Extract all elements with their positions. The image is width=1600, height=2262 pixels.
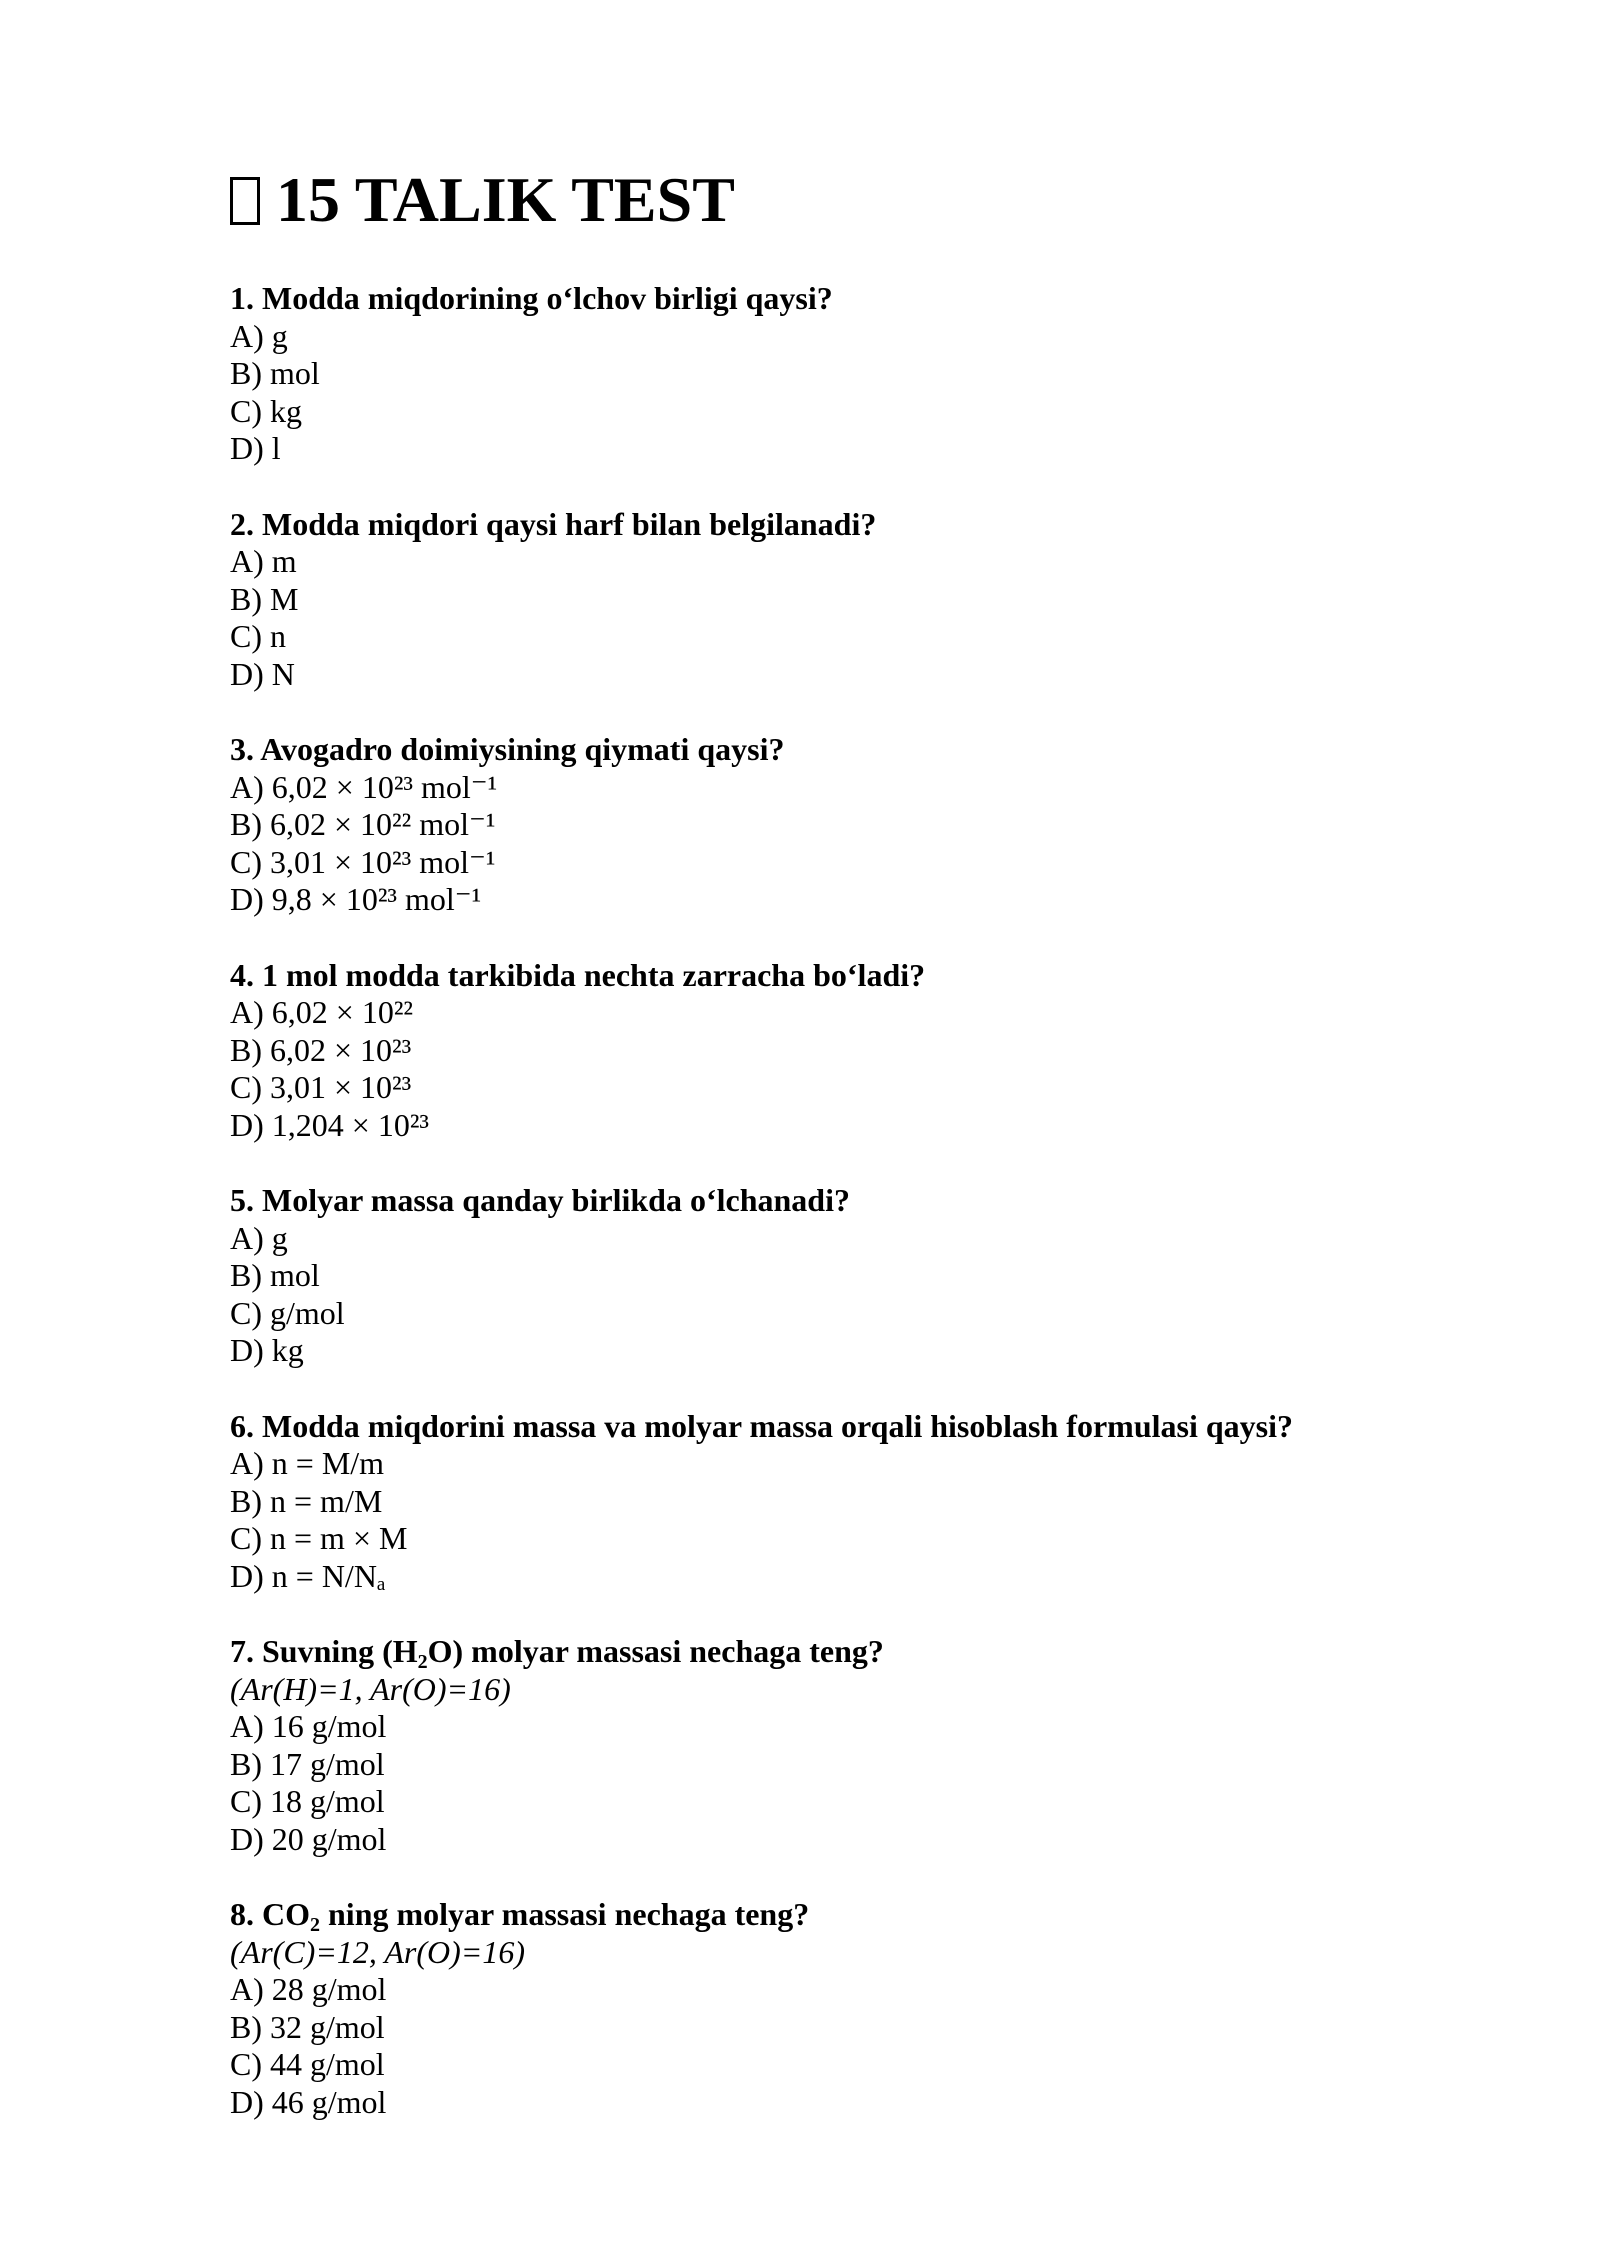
option-c: C) 3,01 × 10²³ <box>230 1069 412 1105</box>
option-b: B) 6,02 × 10²² mol⁻¹ <box>230 806 496 842</box>
option-c: C) n = m × M <box>230 1520 408 1556</box>
option-b: B) mol <box>230 1257 320 1293</box>
question-7 <box>230 1633 1430 1858</box>
option-c: C) 3,01 × 10²³ mol⁻¹ <box>230 843 496 880</box>
document-title <box>230 160 1430 240</box>
question-text <box>230 1896 1430 1934</box>
option-a: A) 6,02 × 10²² <box>230 994 413 1030</box>
option-c: C) kg <box>230 392 302 429</box>
option-d: D) 46 g/mol <box>230 2083 387 2120</box>
question-text: 6. Modda miqdorini massa va molyar massa orqali hisoblash formulasi qaysi? <box>230 1407 1293 1444</box>
option-c: C) n <box>230 618 286 654</box>
question-5 <box>230 1182 1430 1370</box>
question-hint: (Ar(H)=1, Ar(O)=16) <box>230 1670 511 1707</box>
option-a: A) m <box>230 543 297 579</box>
title-text: 15 TALIK TEST <box>276 164 735 235</box>
option-b: B) n = m/M <box>230 1482 383 1519</box>
question-text <box>230 1633 1430 1671</box>
option-c: C) 18 g/mol <box>230 1783 385 1819</box>
question-1 <box>230 280 1430 468</box>
missing-glyph-icon <box>230 177 260 225</box>
document-page <box>230 160 1430 2159</box>
option-d: D) n = N/Nₐ <box>230 1557 386 1594</box>
question-text-part: 8. CO <box>230 1896 310 1932</box>
question-text: 1. Modda miqdorining o‘lchov birligi qaysi? <box>230 280 833 316</box>
question-text: 3. Avogadro doimiysining qiymati qaysi? <box>230 731 785 767</box>
question-6 <box>230 1408 1430 1596</box>
option-a: A) 28 g/mol <box>230 1971 387 2007</box>
option-d: D) 9,8 × 10²³ mol⁻¹ <box>230 881 482 917</box>
option-b: B) 32 g/mol <box>230 2008 385 2045</box>
option-d: D) kg <box>230 1332 304 1368</box>
subscript: 2 <box>417 1651 428 1673</box>
question-3 <box>230 731 1430 919</box>
option-d: D) 20 g/mol <box>230 1820 387 1857</box>
question-2 <box>230 506 1430 694</box>
option-a: A) 6,02 × 10²³ mol⁻¹ <box>230 768 498 805</box>
question-text-part: ning molyar massasi nechaga teng? <box>320 1896 810 1932</box>
option-c: C) g/mol <box>230 1294 345 1331</box>
question-text: 5. Molyar massa qanday birlikda o‘lchanadi? <box>230 1182 850 1218</box>
option-a: A) n = M/m <box>230 1445 385 1481</box>
subscript: 2 <box>310 1914 320 1936</box>
option-a: A) g <box>230 1219 288 1256</box>
question-text-part: 7. Suvning (H <box>230 1633 418 1669</box>
option-c: C) 44 g/mol <box>230 2046 385 2082</box>
question-text-part: O) molyar massasi nechaga teng? <box>427 1633 884 1669</box>
question-8 <box>230 1896 1430 2121</box>
option-d: D) l <box>230 430 281 466</box>
question-text: 2. Modda miqdori qaysi harf bilan belgilanadi? <box>230 505 877 542</box>
option-d: D) 1,204 × 10²³ <box>230 1106 429 1143</box>
option-a: A) 16 g/mol <box>230 1708 387 1744</box>
option-d: D) N <box>230 655 295 692</box>
question-text: 4. 1 mol modda tarkibida nechta zarracha bo‘ladi? <box>230 956 926 993</box>
option-a: A) g <box>230 317 288 354</box>
question-4 <box>230 957 1430 1145</box>
question-hint: (Ar(C)=12, Ar(O)=16) <box>230 1933 525 1970</box>
option-b: B) mol <box>230 355 320 391</box>
option-b: B) 17 g/mol <box>230 1745 385 1782</box>
option-b: B) M <box>230 580 299 617</box>
option-b: B) 6,02 × 10²³ <box>230 1031 412 1068</box>
